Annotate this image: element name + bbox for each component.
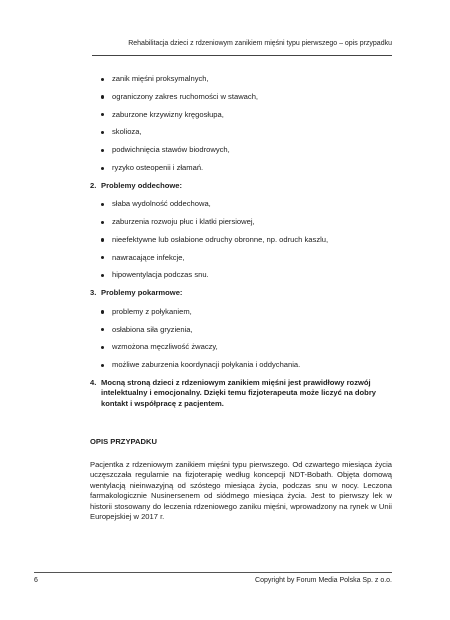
list-item-text: zaburzone krzywizny kręgosłupa, [112,109,224,119]
copyright-notice: Copyright by Forum Media Polska Sp. z o.o. [255,577,392,584]
list-item-text: możliwe zaburzenia koordynacji połykania i oddychania. [112,360,301,370]
list-item [90,253,392,264]
list-item-text: nieefektywne lub osłabione odruchy obronne, np. odruch kaszlu, [112,234,329,244]
list-item-text: ryzyko osteopenii i złamań. [112,162,204,172]
list-item-text: podwichnięcia stawów biodrowych, [112,145,230,155]
bullet-icon [101,167,104,170]
list-item [90,145,392,156]
bullet-icon [101,256,104,259]
bullet-list-1 [90,74,392,173]
bullet-list-2 [90,199,392,281]
section-number: 3. [90,288,97,298]
section-label: Problemy oddechowe: [101,180,183,190]
list-item-text: nawracające infekcje, [112,252,185,262]
bullet-icon [101,95,104,98]
list-item-text: wzmożona męczliwość żwaczy, [112,342,218,352]
list-item [90,110,392,121]
point-four [90,378,392,410]
bullet-icon [101,78,104,81]
list-item [90,163,392,174]
bullet-icon [101,149,104,152]
section-title-breathing [90,181,392,192]
running-header: Rehabilitacja dzieci z rdzeniowym zanikiem mięśni typu pierwszego – opis przypadku [128,40,392,47]
list-item-text: zaburzenia rozwoju płuc i klatki piersiowej, [112,217,255,227]
bullet-icon [101,203,104,206]
page-number: 6 [34,577,38,584]
list-item [90,74,392,85]
section-label: Problemy pokarmowe: [101,288,183,298]
list-item-text: skolioza, [112,127,142,137]
bullet-icon [101,238,104,241]
bullet-icon [101,346,104,349]
list-item [90,217,392,228]
bullet-icon [101,131,104,134]
list-item-text: osłabiona siła gryzienia, [112,324,193,334]
list-item-text: ograniczony zakres ruchomości w stawach, [112,91,259,101]
point-number: 4. [90,377,97,387]
list-item [90,270,392,281]
list-item [90,360,392,371]
bullet-icon [101,221,104,224]
bullet-icon [101,310,104,313]
section-title-feeding [90,288,392,299]
list-item [90,342,392,353]
list-item [90,307,392,318]
bullet-icon [101,328,104,331]
list-item [90,199,392,210]
list-item [90,92,392,103]
footer-divider [34,572,392,573]
list-item-text: hipowentylacja podczas snu. [112,270,209,280]
point-text: Mocną stroną dzieci z rdzeniowym zanikiem mięśni jest prawidłowy rozwój intelektualny i emocjonalny. Dzięki temu fizjoterapeuta może liczyć na dobry kontakt i współpracę z pacjentem. [101,377,376,408]
list-item-text: słaba wydolność oddechowa, [112,199,211,209]
list-item-text: problemy z połykaniem, [112,306,192,316]
header-divider [92,55,392,56]
bullet-icon [101,274,104,277]
list-item [90,235,392,246]
case-heading: OPIS PRZYPADKU [90,437,157,447]
bullet-icon [101,113,104,116]
bullet-icon [101,364,104,367]
section-number: 2. [90,180,97,190]
list-item [90,127,392,138]
list-item-text: zanik mięśni proksymalnych, [112,74,209,83]
page-content [90,74,392,523]
bullet-list-3 [90,307,392,371]
list-item [90,325,392,336]
case-paragraph: Pacjentka z rdzeniowym zanikiem mięśni typu pierwszego. Od czwartego miesiąca życia uczęszczała regularnie na fizjoterapię według koncepcji NDT-Bobath. Objęta domową wentylacją nieinwazyjną od szóstego miesiąca życia, podczas snu w nocy. Leczona farmakologicznie Nusinersenem od siódmego miesiąca życia. Jest to pierwszy lek w historii stosowany do leczenia rdzeniowego zaniku mięśni, wprowadzony na rynek w Unii Europejskiej w 2017 r. [90,459,392,522]
